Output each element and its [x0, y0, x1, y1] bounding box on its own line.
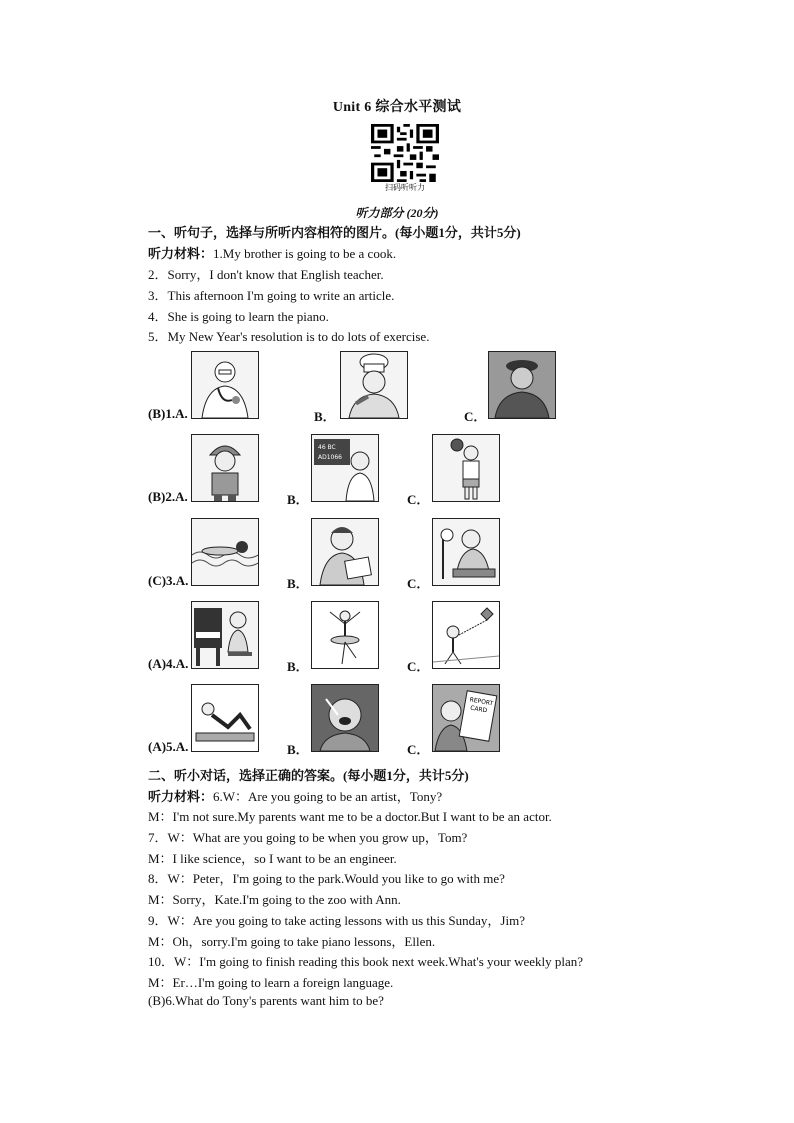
dialogue-line: M：I like science，so I want to be an engineer.	[148, 851, 397, 866]
dialogue-line: M：Er…I'm going to learn a foreign language.	[148, 975, 394, 990]
exercise-icon[interactable]	[191, 684, 259, 752]
qr-code-icon[interactable]	[371, 124, 439, 182]
part2-material-line	[148, 786, 442, 805]
basketball-player-icon[interactable]	[432, 434, 500, 502]
section-label: 听力部分 (20分)	[355, 206, 439, 220]
piano-player-icon[interactable]	[191, 601, 259, 669]
question-5-option-c: C．	[407, 742, 430, 757]
card-text-1: REPORT	[469, 696, 494, 708]
qr-caption: 扫码听听力	[385, 183, 425, 192]
worker-icon[interactable]	[191, 434, 259, 502]
material-prefix: 听力材料：	[148, 246, 214, 261]
writer-icon[interactable]	[432, 518, 500, 586]
question-5-option-b: B．	[287, 742, 309, 757]
reader-icon[interactable]	[311, 518, 379, 586]
blackboard-text-1: 46 BC	[318, 444, 336, 451]
question-2-option-c: C．	[407, 492, 430, 507]
material-prefix: 听力材料：	[148, 789, 214, 804]
question-1-option-b: B．	[314, 409, 336, 424]
sentence: 5．My New Year's resolution is to do lots of exercise.	[148, 329, 430, 344]
blackboard-text-2: AD1066	[318, 454, 342, 461]
part1-heading: 一、听句子，选择与所听内容相符的图片。(每小题1分，共计5分)	[148, 225, 521, 240]
sentence: 3．This afternoon I'm going to write an article.	[148, 288, 395, 303]
dialogue-line: 7．W：What are you going to be when you grow up，Tom?	[148, 830, 468, 845]
report-card-icon[interactable]	[432, 684, 500, 752]
ballet-dancer-icon[interactable]	[311, 601, 379, 669]
question-3-answer: (C)3.A.	[148, 573, 189, 588]
swimmer-icon[interactable]	[191, 518, 259, 586]
question-3-option-c: C．	[407, 576, 430, 591]
part2-heading: 二、听小对话，选择正确的答案。(每小题1分，共计5分)	[148, 768, 469, 783]
kite-flyer-icon[interactable]	[432, 601, 500, 669]
doctor-icon[interactable]	[191, 351, 259, 419]
question-2-answer: (B)2.A.	[148, 489, 188, 504]
question-1-option-c: C．	[464, 409, 487, 424]
teacher-icon[interactable]	[311, 434, 379, 502]
question-2-option-b: B．	[287, 492, 309, 507]
soldier-icon[interactable]	[488, 351, 556, 419]
cook-icon[interactable]	[340, 351, 408, 419]
sentence: 2．Sorry，I don't know that English teacher.	[148, 267, 384, 282]
question-4-answer: (A)4.A.	[148, 656, 189, 671]
dialogue-line: 6.W：Are you going to be an artist，Tony?	[213, 789, 443, 804]
question-6-line: (B)6.What do Tony's parents want him to be?	[148, 993, 384, 1008]
dialogue-line: M：I'm not sure.My parents want me to be a doctor.But I want to be an actor.	[148, 809, 552, 824]
document-title: Unit 6 综合水平测试	[332, 100, 462, 115]
eating-icon[interactable]	[311, 684, 379, 752]
dialogue-line: M：Sorry，Kate.I'm going to the zoo with Ann.	[148, 892, 401, 907]
question-4-option-b: B．	[287, 659, 309, 674]
question-5-answer: (A)5.A.	[148, 739, 189, 754]
dialogue-line: 9．W：Are you going to take acting lessons with us this Sunday，Jim?	[148, 913, 525, 928]
part1-material-line	[148, 243, 396, 262]
sentence: 4．She is going to learn the piano.	[148, 309, 329, 324]
card-text-2: CARD	[469, 704, 488, 715]
dialogue-line: 10．W：I'm going to finish reading this book next week.What's your weekly plan?	[148, 954, 584, 969]
question-3-option-b: B．	[287, 576, 309, 591]
dialogue-line: 8．W：Peter，I'm going to the park.Would you like to go with me?	[148, 871, 505, 886]
dialogue-line: M：Oh，sorry.I'm going to take piano lessons，Ellen.	[148, 934, 436, 949]
question-4-option-c: C．	[407, 659, 430, 674]
question-1-answer: (B)1.A.	[148, 406, 188, 421]
sentence: 1.My brother is going to be a cook.	[213, 246, 397, 261]
